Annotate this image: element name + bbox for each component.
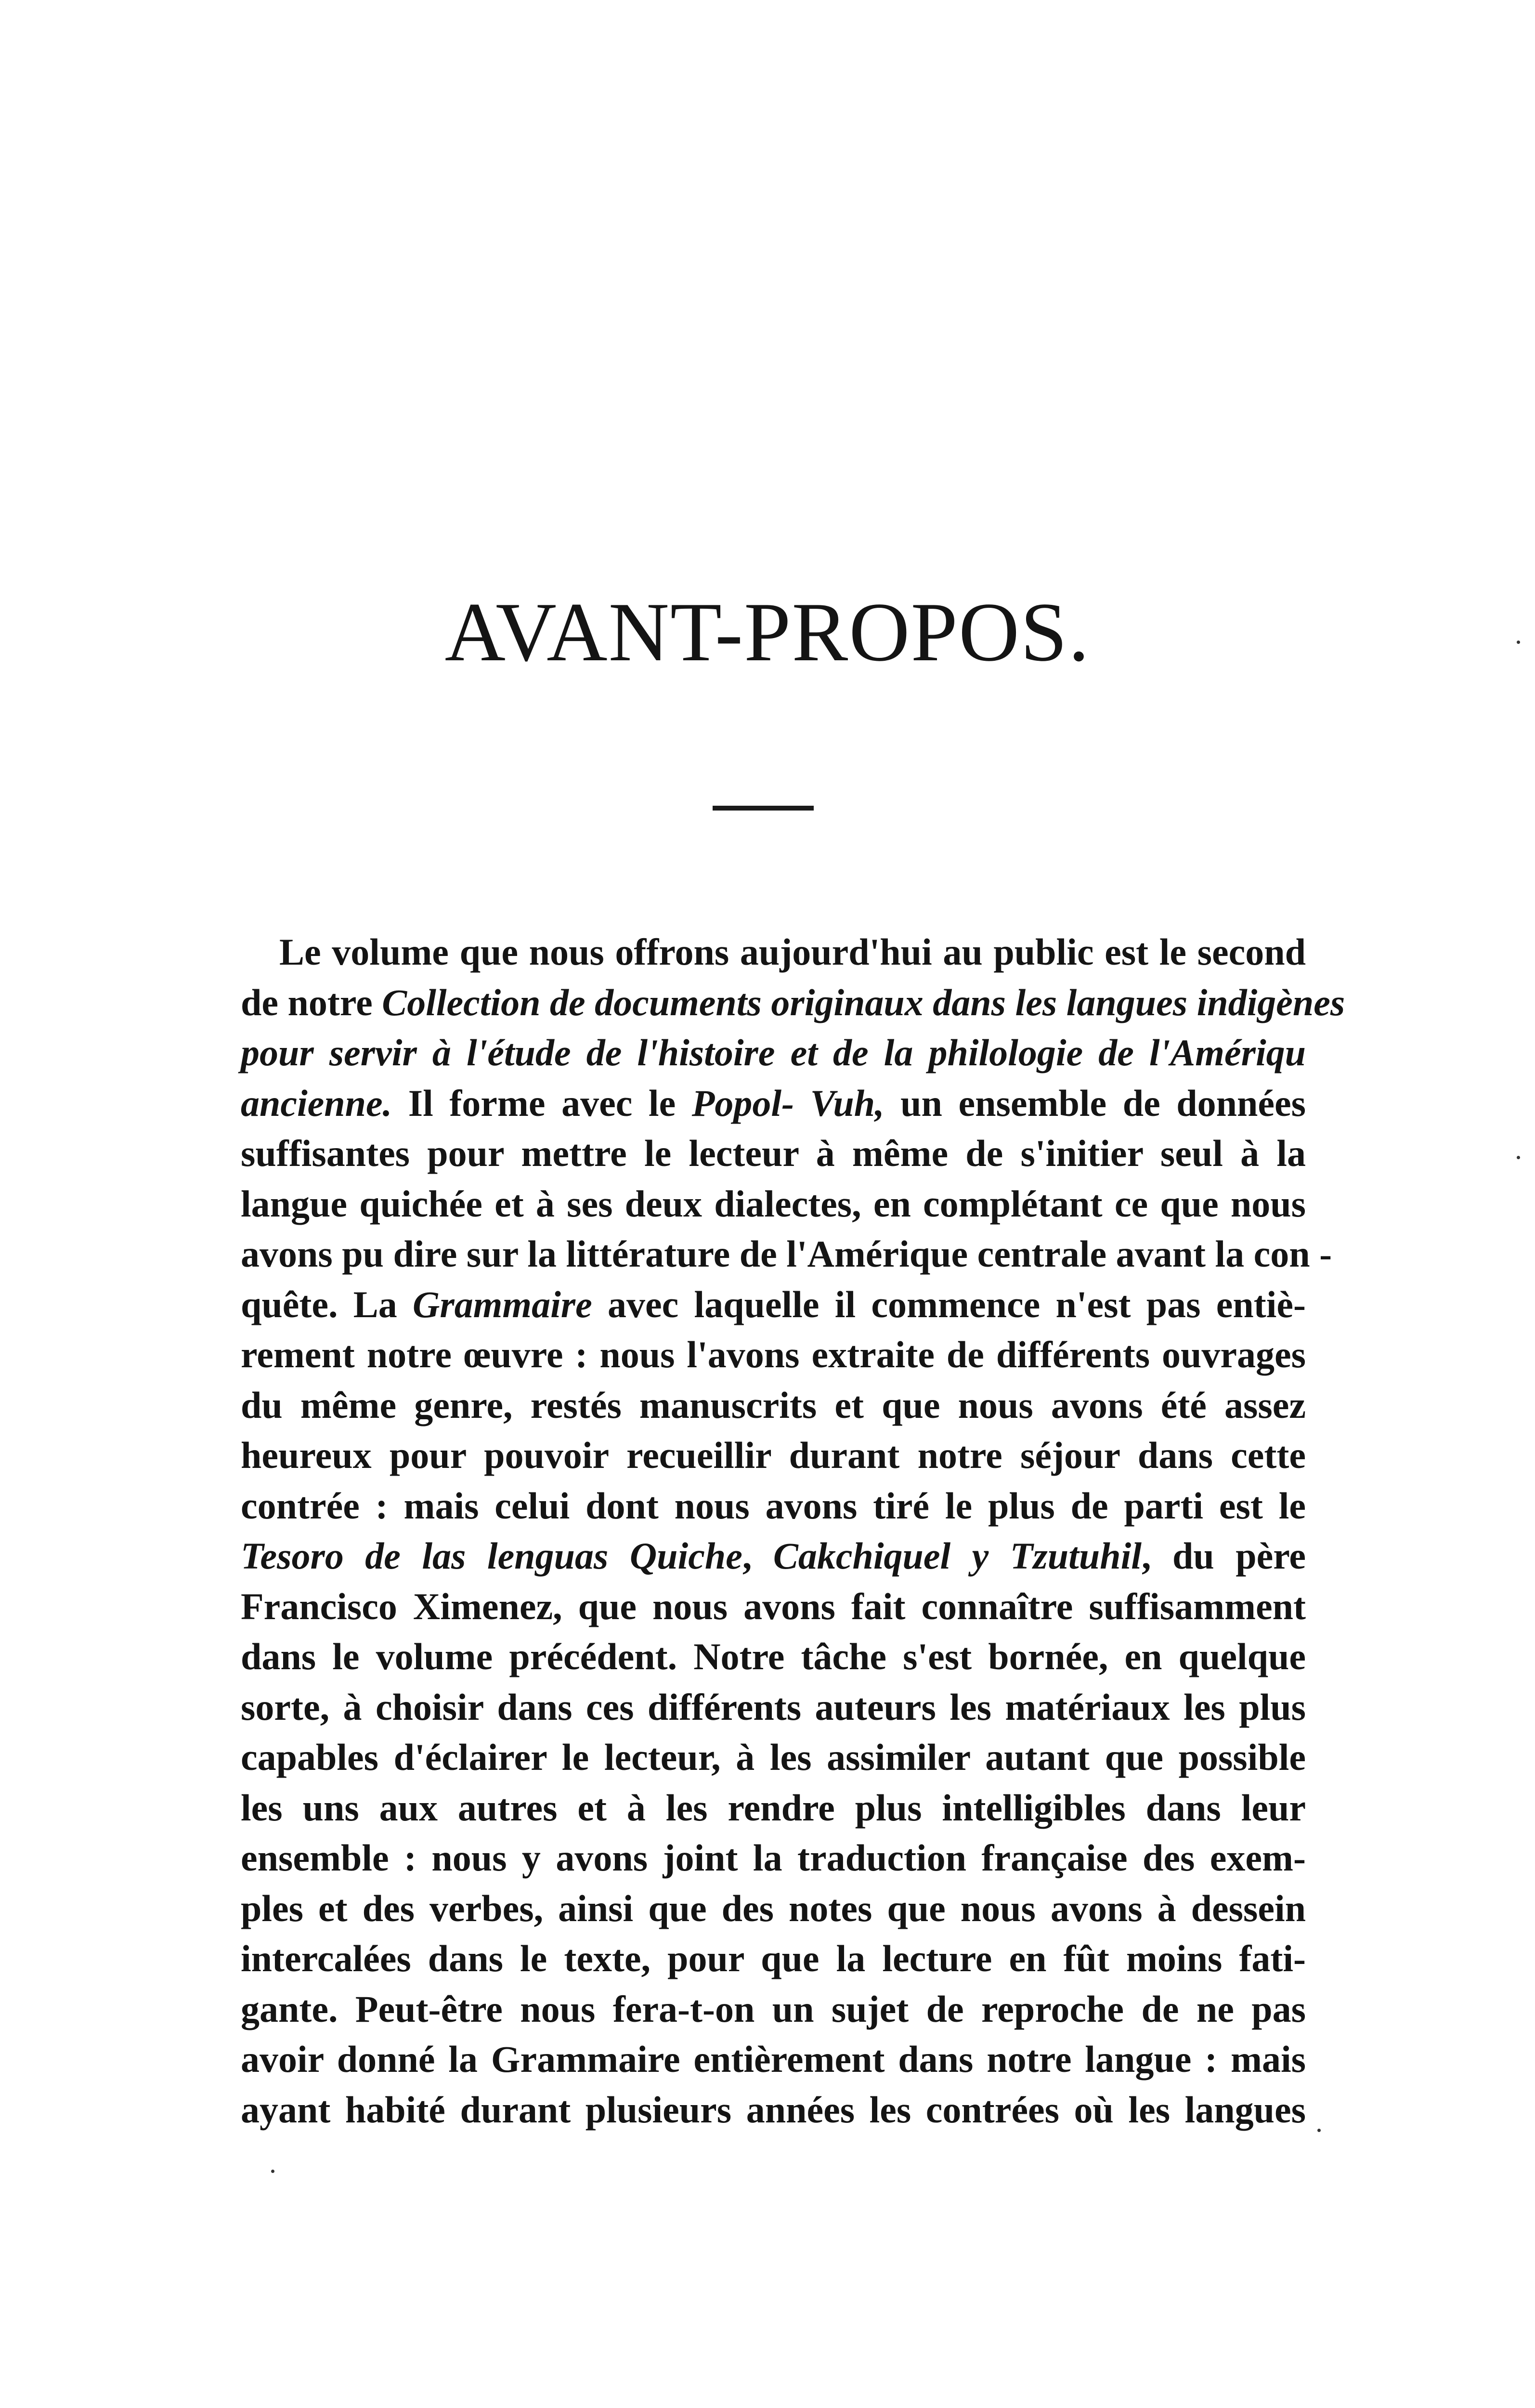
paragraph-line <box>241 1682 1306 1733</box>
text-segment: , <box>742 1535 773 1577</box>
text-segment: du même genre, restés manuscrits et que nous avons été assez <box>241 1384 1306 1426</box>
body-paragraph <box>241 927 1345 2135</box>
text-segment: Francisco Ximenez, que nous avons fait connaître suffisamment <box>241 1585 1306 1627</box>
text-segment: Il forme avec le <box>392 1082 692 1124</box>
text-segment: ensemble : nous y avons joint la traduction française des exem- <box>241 1837 1306 1879</box>
text-segment: ples et des verbes, ainsi que des notes que nous avons à dessein <box>241 1887 1306 1929</box>
paragraph-line <box>241 1128 1306 1179</box>
text-segment: contrée : mais celui dont nous avons tiré le plus de parti est le <box>241 1484 1306 1527</box>
text-segment: avoir donné la Grammaire entièrement dans notre langue : mais <box>241 2038 1306 2080</box>
text-segment: un ensemble de données <box>884 1082 1306 1124</box>
text-segment: Le volume que nous offrons aujourd'hui au public est le second <box>279 931 1306 973</box>
paragraph-line <box>241 1280 1306 1330</box>
text-segment: sorte, à choisir dans ces différents auteurs les matériaux les plus <box>241 1686 1306 1728</box>
text-segment: capables d'éclairer le lecteur, à les assimiler autant que possible <box>241 1736 1306 1778</box>
paragraph-line <box>241 1179 1306 1230</box>
italic-title-segment: pour servir à l'étude de l'histoire et de la philologie de l'Amériqu <box>241 1032 1306 1073</box>
paragraph-line <box>241 2085 1306 2135</box>
paragraph-line <box>241 1582 1306 1632</box>
paragraph-line <box>241 1481 1306 1531</box>
text-segment: , du père <box>1141 1535 1306 1577</box>
italic-title-segment: Cakchiquel y Tzutuhil <box>773 1535 1142 1577</box>
paragraph-line <box>241 1632 1306 1682</box>
paragraph-line <box>241 1833 1306 1884</box>
paragraph-line <box>241 2034 1306 2085</box>
text-segment: ayant habité durant plusieurs années les contrées où les langues <box>241 2088 1306 2131</box>
print-speck <box>1317 2129 1321 2132</box>
print-speck <box>1517 641 1520 644</box>
paragraph-line <box>241 1934 1306 1984</box>
italic-title-segment: Collection de documents originaux dans les langues indigènes <box>382 981 1345 1023</box>
paragraph-line <box>241 1531 1306 1582</box>
paragraph-line <box>241 927 1306 978</box>
text-segment: heureux pour pouvoir recueillir durant notre séjour dans cette <box>241 1434 1306 1476</box>
chapter-heading: AVANT-PROPOS. <box>444 585 1091 679</box>
paragraph-line <box>241 1984 1306 2035</box>
text-segment: avons pu dire sur la littérature de l'Amérique centrale avant la con - <box>241 1233 1332 1275</box>
paragraph-line <box>241 1330 1306 1380</box>
text-segment: les uns aux autres et à les rendre plus intelligibles dans leur <box>241 1786 1306 1829</box>
italic-title-segment: Grammaire <box>413 1283 592 1325</box>
title-rule <box>713 806 814 811</box>
italic-title-segment: ancienne. <box>241 1082 392 1124</box>
paragraph-line <box>241 1078 1306 1129</box>
print-speck <box>1517 1156 1520 1159</box>
paragraph-line <box>241 1732 1306 1783</box>
paragraph-line <box>241 1783 1306 1833</box>
text-segment: de notre <box>241 981 382 1023</box>
text-segment: rement notre œuvre : nous l'avons extraite de différents ouvrages <box>241 1334 1306 1375</box>
paragraph-line <box>241 1884 1306 1934</box>
text-segment: intercalées dans le texte, pour que la lecture en fût moins fati- <box>241 1937 1306 1979</box>
italic-title-segment: Tesoro de las lenguas Quiche <box>241 1535 742 1577</box>
text-segment: quête. La <box>241 1283 413 1325</box>
italic-title-segment: Popol- Vuh, <box>691 1082 885 1124</box>
text-segment: dans le volume précédent. Notre tâche s'est bornée, en quelque <box>241 1636 1306 1677</box>
paragraph-line <box>241 1430 1306 1481</box>
text-segment: avec laquelle il commence n'est pas entiè- <box>592 1283 1306 1325</box>
text-segment: gante. Peut-être nous fera-t-on un sujet de reproche de ne pas <box>241 1988 1306 2030</box>
paragraph-line <box>241 1229 1332 1280</box>
text-segment: suffisantes pour mettre le lecteur à même de s'initier seul à la <box>241 1132 1306 1174</box>
paragraph-line <box>241 1380 1306 1431</box>
text-segment: langue quichée et à ses deux dialectes, en complétant ce que nous <box>241 1182 1306 1225</box>
paragraph-line <box>241 1028 1306 1078</box>
paragraph-line <box>241 978 1345 1028</box>
print-speck <box>271 2170 274 2173</box>
